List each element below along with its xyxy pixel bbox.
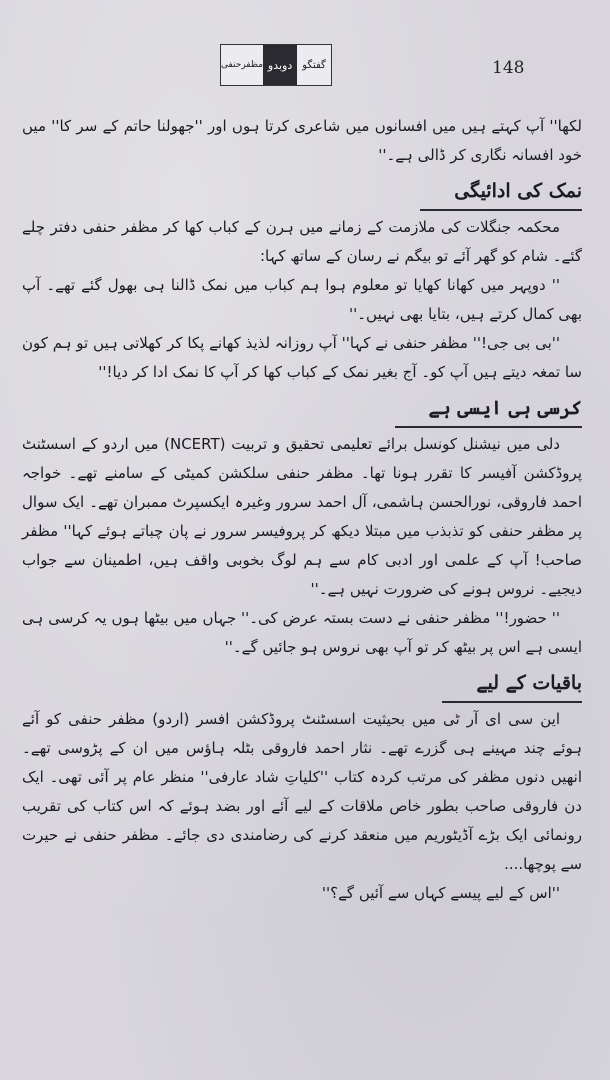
paragraph: ''بی بی جی!'' مظفر حنفی نے کہا'' آپ روزانہ لذیذ کھانے پکا کر کھلاتی ہیں تو ہم کون سا تمغہ دیتے ہیں آپ کو۔ آج بغیر نمک کے کباب کھا کر آپ کا نمک ادا کر دیا!'': [22, 334, 582, 381]
paragraph: ''اس کے لیے پیسے کہاں سے آئیں گے؟'': [321, 884, 560, 902]
section-heading: نمک کی ادائیگی: [420, 174, 582, 211]
paragraph: '' دوپہر میں کھانا کھایا تو معلوم ہوا ہم کباب میں نمک ڈالنا ہی بھول گئے تھے۔ آپ بھی کمال کرتے ہیں، بتایا بھی نہیں۔'': [22, 276, 582, 323]
page-body: [22, 112, 582, 908]
logo-right-text: گفتگو: [302, 59, 326, 71]
paragraph: محکمہ جنگلات کی ملازمت کے زمانے میں ہرن کے کباب کھا کر مظفر حنفی دفتر چلے گئے۔ شام کو گھر آئے تو بیگم نے رسان کے ساتھ کہا:: [22, 218, 582, 265]
paragraph: این سی ای آر ٹی میں بحیثیت اسسٹنٹ پروڈکشن افسر (اردو) مظفر حنفی کو آئے ہوئے چند مہینے ہی گزرے تھے۔ نثار احمد فاروقی بٹلہ ہاؤس میں ان کے پڑوسی تھے۔ انھیں دنوں مظفر کی مرتب کردہ کتاب ''کلیاتِ شاد عارفی'' منظر عام پر آئی تھی۔ ایک دن فاروقی صاحب بطور خاص ملاقات کے لیے آئے اور بضد ہوئے کہ اس کتاب کی تقریب رونمائی ایک بڑے آڈیٹوریم میں منعقد کرنے کی رضامندی دی جائے۔ مظفر حنفی نے حیرت سے پوچھا....: [22, 710, 582, 873]
paragraph: لکھا'' آپ کہتے ہیں میں افسانوں میں شاعری کرتا ہوں اور ''جھولنا حاتم کے سر کا'' میں خود افسانہ نگاری کر ڈالی ہے۔'': [22, 117, 582, 164]
logo-center-text: دوبدو: [263, 45, 297, 85]
paragraph: '' حضور!'' مظفر حنفی نے دست بستہ عرض کی۔'' جہاں میں بیٹھا ہوں یہ کرسی ہی ایسی ہے اس پر بیٹھ کر تو آپ بھی نروس ہو جائیں گے۔'': [22, 609, 582, 656]
section-heading: باقیات کے لیے: [442, 666, 582, 703]
logo-left: [221, 59, 263, 72]
section-heading: کرسی ہی ایسی ہے: [395, 391, 582, 428]
page-header: [0, 40, 610, 100]
page-number: 148: [492, 58, 525, 78]
series-logo: [220, 44, 332, 86]
paragraph: دلی میں نیشنل کونسل برائے تعلیمی تحقیق و تربیت (NCERT) میں اردو کے اسسٹنٹ پروڈکشن آفیسر کا تقرر ہونا تھا۔ مظفر حنفی سلکشن کمیٹی کے سامنے تھے۔ خواجہ احمد فاروقی، نورالحسن ہاشمی، آل احمد سرور وغیرہ ایکسپرٹ ممبران تھے۔ ایک سوال پر مظفر حنفی کو تذبذب میں مبتلا دیکھ کر پروفیسر سرور نے پان چباتے ہوئے کہا'' مظفر صاحب! آپ کے علمی اور ادبی کام سے ہم لوگ بخوبی واقف ہیں، اطمینان سے جواب دیجیے۔ نروس ہونے کی ضرورت نہیں ہے۔'': [22, 435, 582, 598]
logo-left-bottom: مظفرحنفی: [221, 59, 264, 70]
